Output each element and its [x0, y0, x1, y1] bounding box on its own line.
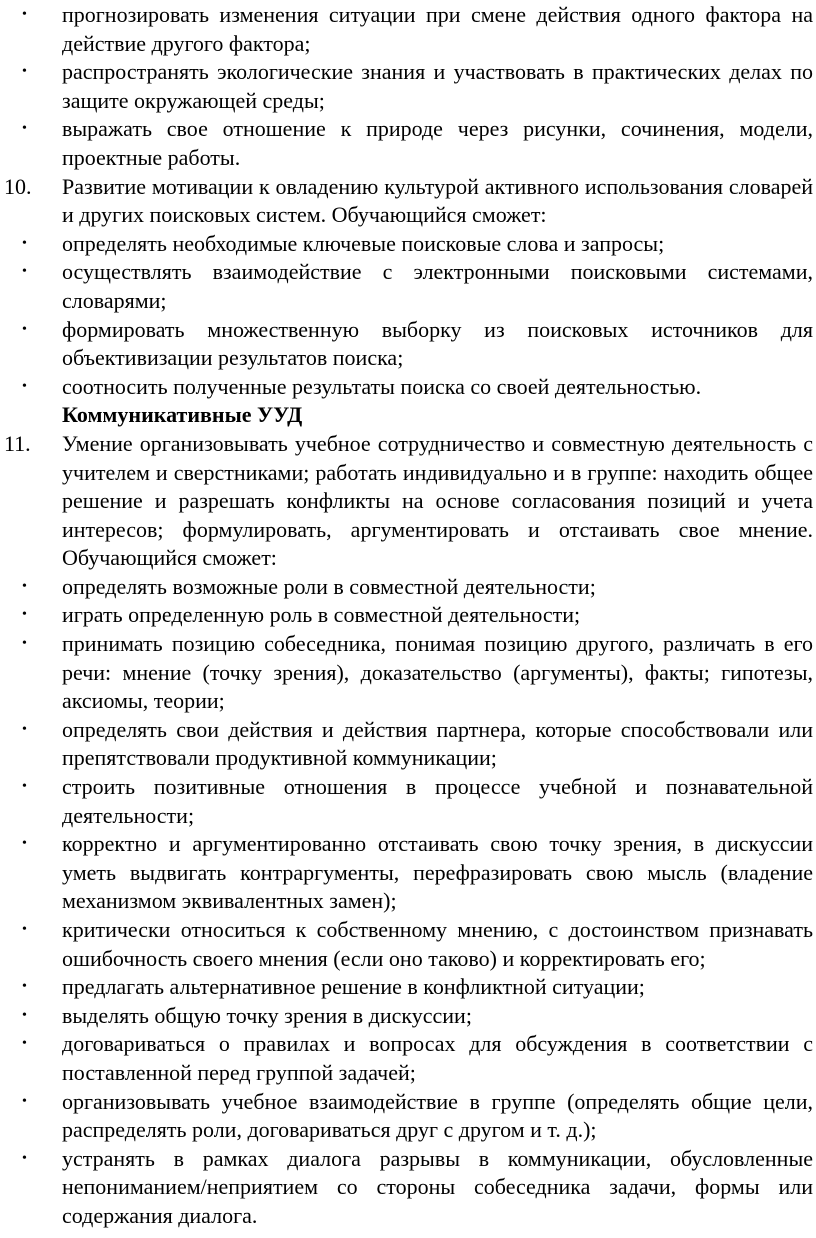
bullet-marker: •	[22, 378, 27, 394]
list-item-text: определять возможные роли в совместной деятельности;	[62, 573, 596, 599]
list-item-text: строить позитивные отношения в процессе учебной и познавательной деятельности;	[62, 774, 813, 828]
bullet-marker: •	[22, 636, 27, 652]
list-item	[0, 1088, 816, 1145]
bullet-marker: •	[22, 121, 27, 137]
list-item	[0, 630, 816, 716]
section-heading: Коммуникативные УУД	[62, 402, 303, 428]
bullet-marker: •	[22, 64, 27, 80]
list-item-text: критически относиться к собственному мнению, с достоинством признавать ошибочность своего мнения (если оно таково) и корректировать его;	[62, 917, 813, 971]
bullet-marker: •	[22, 1150, 27, 1166]
list-item	[0, 1030, 816, 1087]
bullet-marker: •	[22, 264, 27, 280]
bullet-marker: •	[22, 1093, 27, 1109]
list-item-text: прогнозировать изменения ситуации при смене действия одного фактора на действие другого фактора;	[62, 2, 813, 56]
list-item-text: принимать позицию собеседника, понимая позицию другого, различать в его речи: мнение (точку зрения), доказательство (аргументы), факты; гипотезы, аксиомы, теории;	[62, 631, 813, 714]
list-item-text: определять свои действия и действия партнера, которые способствовали или препятствовали продуктивной коммуникации;	[62, 716, 813, 771]
list-item	[0, 573, 816, 602]
list-item-text: определять необходимые ключевые поисковые слова и запросы;	[62, 230, 665, 256]
list-item	[0, 916, 816, 973]
list-item-text: формировать множественную выборку из поисковых источников для объективизации результатов поиска;	[62, 316, 813, 371]
list-item	[0, 58, 816, 115]
list-item-text: устранять в рамках диалога разрывы в коммуникации, обусловленные непониманием/неприятием со стороны собеседника задачи, формы или содержания диалога.	[62, 1145, 813, 1228]
list-item	[0, 1, 816, 58]
bullet-marker: •	[22, 235, 27, 251]
list-item	[0, 1145, 816, 1231]
list-item-text: играть определенную роль в совместной деятельности;	[62, 602, 581, 628]
bullet-marker: •	[22, 979, 27, 995]
list-item	[0, 601, 816, 630]
list-item-text: организовывать учебное взаимодействие в группе (определять общие цели, распределять роли, договариваться друг с другом и т. д.);	[62, 1088, 813, 1143]
list-item	[0, 230, 816, 259]
bullet-marker: •	[22, 779, 27, 795]
bullet-marker: •	[22, 7, 27, 22]
numbered-item-text: Развитие мотивации к овладению культурой активного использования словарей и других поисковых систем. Обучающийся сможет:	[62, 173, 813, 228]
numbered-item	[0, 173, 816, 230]
numbered-item	[0, 430, 816, 573]
bullet-marker: •	[22, 836, 27, 852]
list-item-text: распространять экологические знания и участвовать в практических делах по защите окружающей среды;	[62, 59, 813, 113]
list-item	[0, 1002, 816, 1031]
bullet-marker: •	[22, 578, 27, 594]
list-item-text: выделять общую точку зрения в дискуссии;	[62, 1002, 472, 1028]
item-number: 11.	[4, 430, 31, 456]
list-item	[0, 830, 816, 916]
list-item-text: корректно и аргументированно отстаивать свою точку зрения, в дискуссии уметь выдвигать контраргументы, перефразировать свою мысль (владение механизмом эквивалентных замен);	[62, 831, 813, 914]
list-item-text: договариваться о правилах и вопросах для обсуждения в соответствии с поставленной перед группой задачей;	[62, 1031, 813, 1085]
list-item-text: предлагать альтернативное решение в конфликтной ситуации;	[62, 974, 645, 1000]
item-number: 10.	[4, 173, 32, 199]
list-item	[0, 716, 816, 773]
bullet-marker: •	[22, 922, 27, 937]
list-item-text: осуществлять взаимодействие с электронными поисковыми системами, словарями;	[62, 259, 813, 313]
list-item	[0, 773, 816, 830]
numbered-item-text: Умение организовывать учебное сотрудничество и совместную деятельность с учителем и сверстниками; работать индивидуально и в группе: находить общее решение и разрешать конфликты на основе согласования позиций и учета интересов; формулировать, аргументировать и отстаивать свое мнение. Обучающийся сможет:	[62, 430, 813, 571]
bullet-marker: •	[22, 721, 27, 737]
list-item	[0, 973, 816, 1002]
list-item-text: выражать свое отношение к природе через рисунки, сочинения, модели, проектные работы.	[62, 116, 813, 170]
list-item	[0, 316, 816, 373]
list-item	[0, 373, 816, 402]
bullet-marker: •	[22, 1036, 27, 1052]
list-item-text: соотносить полученные результаты поиска со своей деятельностью.	[62, 373, 702, 399]
bullet-marker: •	[22, 607, 27, 623]
bullet-marker: •	[22, 1007, 27, 1023]
list-item	[0, 258, 816, 315]
list-item	[0, 115, 816, 172]
bullet-marker: •	[22, 321, 27, 337]
